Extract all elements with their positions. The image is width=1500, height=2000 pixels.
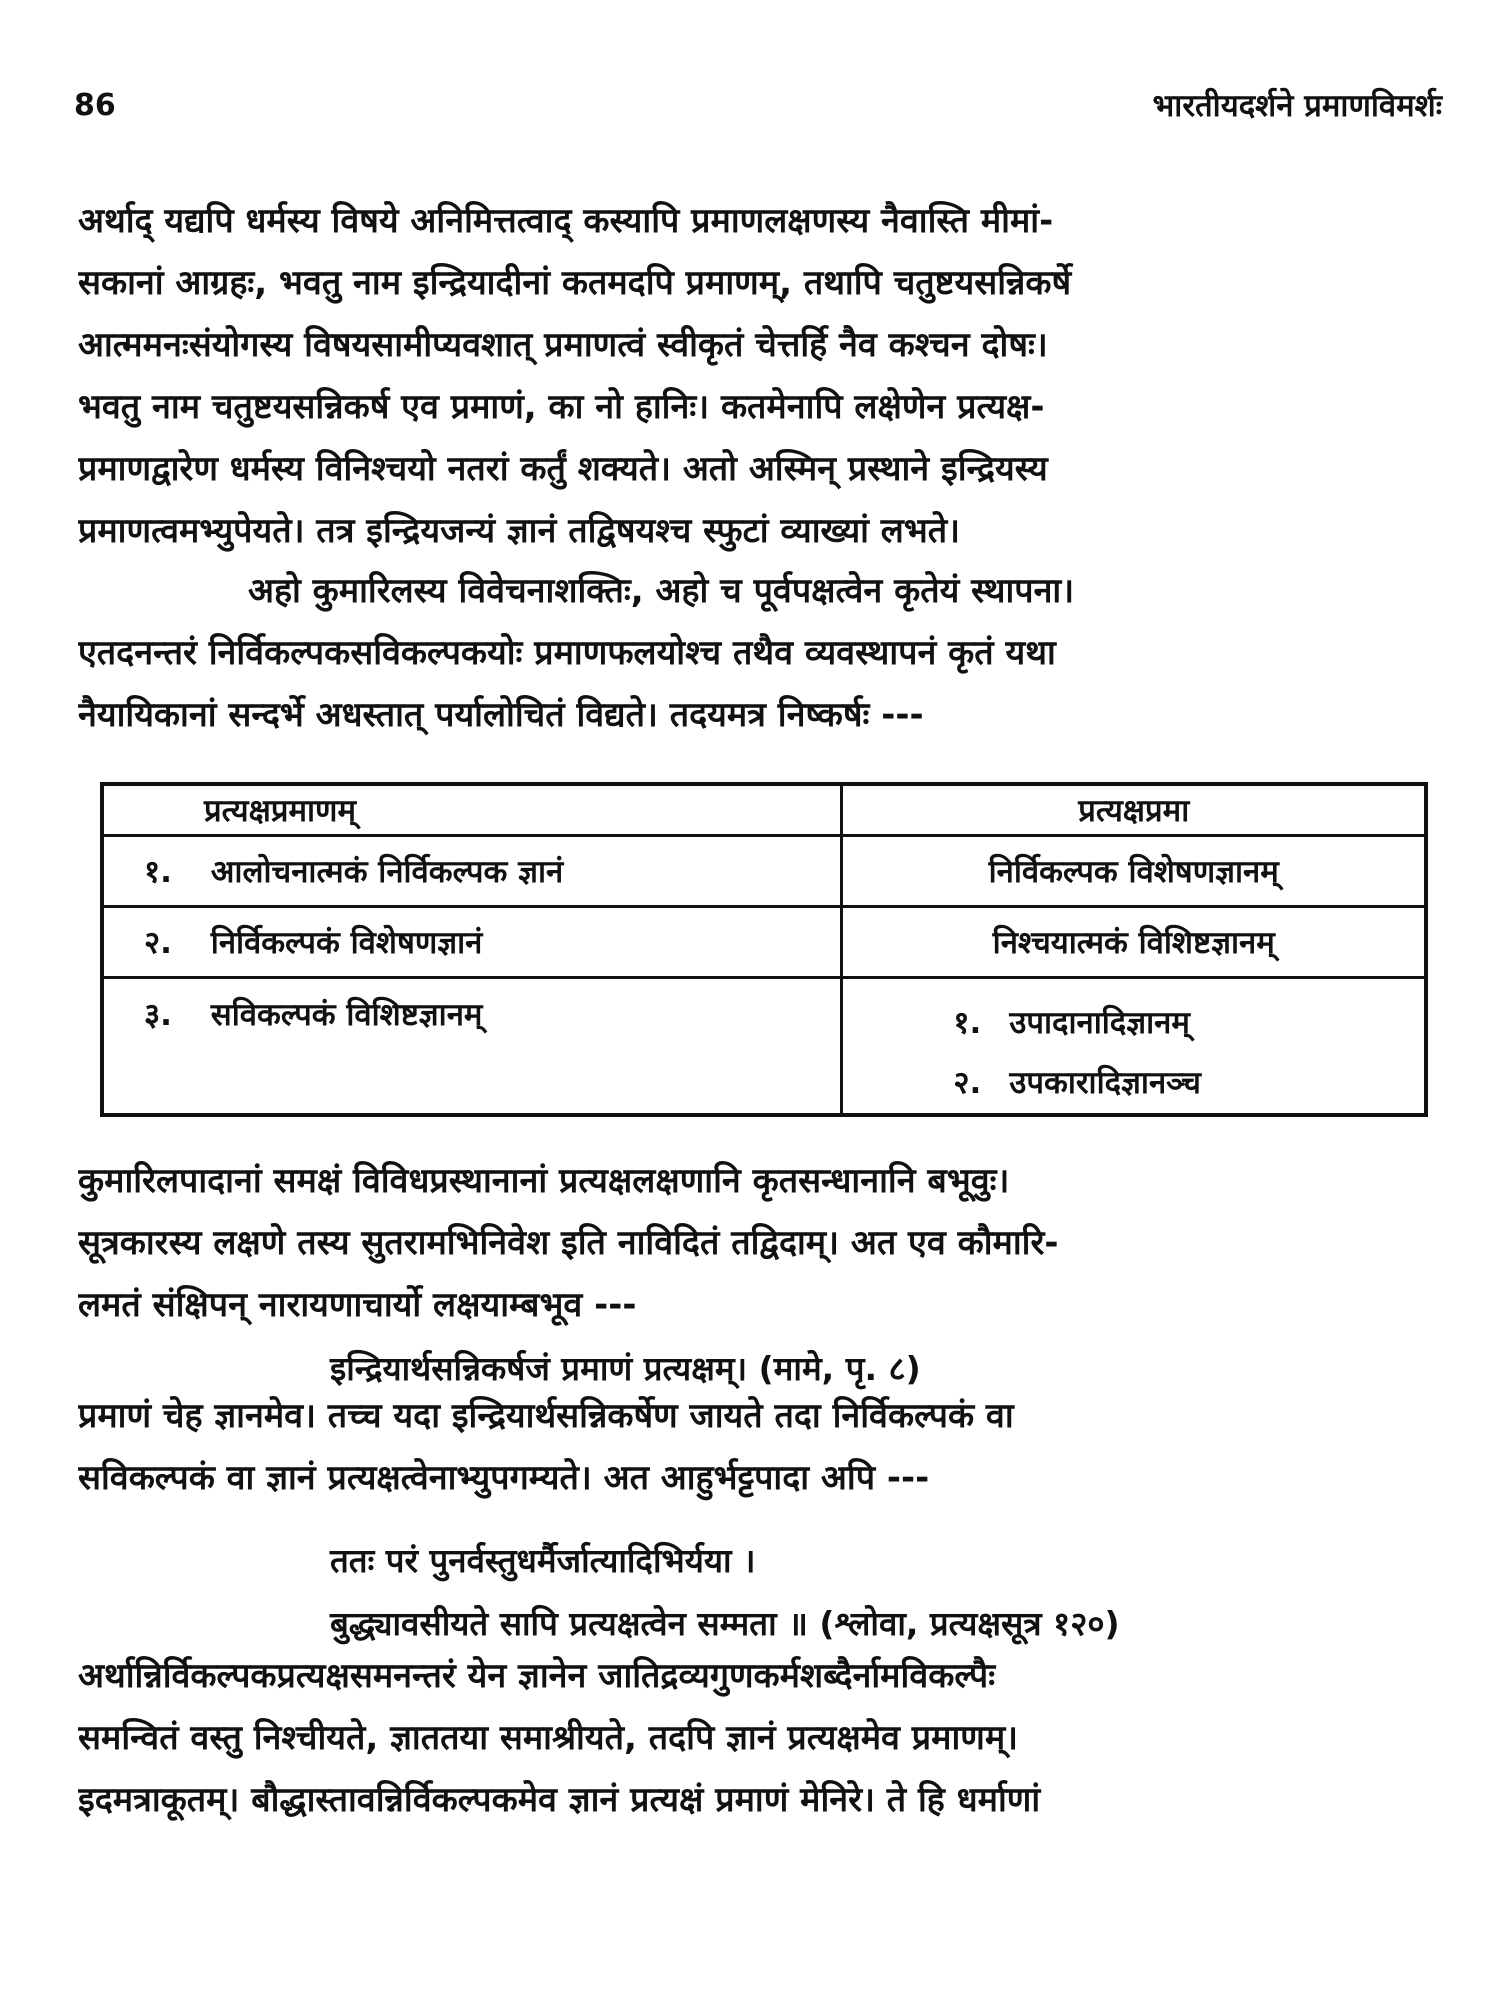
sub-item bbox=[863, 993, 1404, 1053]
text-line: समन्वितं वस्तु निश्चीयते, ज्ञाततया समाश्रीयते, तदपि ज्ञानं प्रत्यक्षमेव प्रमाणम्। bbox=[78, 1718, 1019, 1758]
table-header-pramana: प्रत्यक्षप्रमाणम् bbox=[102, 784, 842, 836]
text-line: प्रमाणद्वारेण धर्मस्य विनिश्चयो नतरां कर्तुं शक्यते। अतो अस्मिन् प्रस्थाने इन्द्रियस्य bbox=[78, 449, 1048, 489]
text-line: एतदनन्तरं निर्विकल्पकसविकल्पकयोः प्रमाणफलयोश्च तथैव व्यवस्थापनं कृतं यथा bbox=[78, 633, 1056, 673]
sub-text: उपकारादिज्ञानञ्च bbox=[1009, 1065, 1201, 1101]
table-row bbox=[102, 907, 1426, 978]
table-cell bbox=[102, 978, 842, 1116]
paragraph-4 bbox=[78, 1385, 1446, 1509]
text-line: सकानां आग्रहः, भवतु नाम इन्द्रियादीनां कतमदपि प्रमाणम्, तथापि चतुष्टयसन्निकर्षे bbox=[78, 263, 1072, 303]
table-cell bbox=[102, 907, 842, 978]
row-number: ३. bbox=[144, 997, 172, 1033]
text-line: प्रमाणं चेह ज्ञानमेव। तच्च यदा इन्द्रियार्थसन्निकर्षेण जायते तदा निर्विकल्पकं वा bbox=[78, 1396, 1014, 1436]
text-line: अर्थाद् यद्यपि धर्मस्य विषये अनिमित्तत्वाद् कस्यापि प्रमाणलक्षणस्य नैवास्ति मीमां- bbox=[78, 201, 1054, 241]
comparison-table bbox=[100, 782, 1428, 1117]
sub-item bbox=[863, 1053, 1404, 1113]
table-row bbox=[102, 836, 1426, 907]
table-cell: निर्विकल्पक विशेषणज्ञानम् bbox=[842, 836, 1426, 907]
sub-number: १. bbox=[953, 1005, 982, 1041]
paragraph-3 bbox=[78, 1150, 1446, 1336]
table-row bbox=[102, 978, 1426, 1116]
text-line: अहो कुमारिलस्य विवेचनाशक्तिः, अहो च पूर्वपक्षत्वेन कृतेयं स्थापना। bbox=[248, 571, 1075, 611]
table-header-prama: प्रत्यक्षप्रमा bbox=[842, 784, 1426, 836]
text-line: प्रमाणत्वमभ्युपेयते। तत्र इन्द्रियजन्यं ज्ञानं तद्विषयश्च स्फुटां व्याख्यां लभते। bbox=[78, 511, 961, 551]
row-number: २. bbox=[144, 925, 172, 961]
quoted-sutra: इन्द्रियार्थसन्निकर्षजं प्रमाणं प्रत्यक्षम्। (मामे, पृ. ८) bbox=[330, 1349, 921, 1388]
table-header-row bbox=[102, 784, 1426, 836]
sub-number: २. bbox=[953, 1065, 982, 1101]
text-line: इदमत्राकूतम्। बौद्धास्तावन्निर्विकल्पकमेव ज्ञानं प्रत्यक्षं प्रमाणं मेनिरे। ते हि धर्माणां bbox=[78, 1780, 1041, 1820]
text-line: भवतु नाम चतुष्टयसन्निकर्ष एव प्रमाणं, का नो हानिः। कतमेनापि लक्षेणेन प्रत्यक्ष- bbox=[78, 387, 1045, 427]
text-line: अर्थान्निर्विकल्पकप्रत्यक्षसमनन्तरं येन ज्ञानेन जातिद्रव्यगुणकर्मशब्दैर्नामविकल्पैः bbox=[78, 1656, 996, 1696]
table-cell: निश्चयात्मकं विशिष्टज्ञानम् bbox=[842, 907, 1426, 978]
text-line: कुमारिलपादानां समक्षं विविधप्रस्थानानां प्रत्यक्षलक्षणानि कृतसन्धानानि बभूवुः। bbox=[78, 1161, 1010, 1201]
quoted-verse-line-2: बुद्ध्यावसीयते सापि प्रत्यक्षत्वेन सम्मता ॥ (श्लोवा, प्रत्यक्षसूत्र १२०) bbox=[330, 1604, 1120, 1643]
cell-text: सविकल्पकं विशिष्टज्ञानम् bbox=[210, 997, 483, 1033]
page-number: 86 bbox=[74, 88, 116, 123]
text-line: नैयायिकानां सन्दर्भे अधस्तात् पर्यालोचितं विद्यते। तदयमत्र निष्कर्षः --- bbox=[78, 695, 924, 735]
text-line: सविकल्पकं वा ज्ञानं प्रत्यक्षत्वेनाभ्युपगम्यते। अत आहुर्भट्टपादा अपि --- bbox=[78, 1458, 930, 1498]
cell-text: निर्विकल्पकं विशेषणज्ञानं bbox=[210, 925, 483, 961]
table-cell bbox=[102, 836, 842, 907]
table-cell bbox=[842, 978, 1426, 1116]
text-line: आत्ममनःसंयोगस्य विषयसामीप्यवशात् प्रमाणत्वं स्वीकृतं चेत्तर्हि नैव कश्चन दोषः। bbox=[78, 325, 1048, 365]
cell-text: आलोचनात्मकं निर्विकल्पक ज्ञानं bbox=[210, 854, 564, 890]
paragraph-5 bbox=[78, 1645, 1446, 1831]
paragraph-1 bbox=[78, 190, 1446, 562]
row-number: १. bbox=[144, 854, 172, 890]
running-head: भारतीयदर्शने प्रमाणविमर्शः bbox=[1152, 88, 1442, 124]
sub-text: उपादानादिज्ञानम् bbox=[1009, 1005, 1190, 1041]
text-line: लमतं संक्षिपन् नारायणाचार्यो लक्षयाम्बभूव --- bbox=[78, 1285, 637, 1325]
paragraph-2 bbox=[78, 560, 1446, 746]
quoted-verse-line-1: ततः परं पुनर्वस्तुधर्मैर्जात्यादिभिर्यया । bbox=[330, 1541, 756, 1580]
text-line: सूत्रकारस्य लक्षणे तस्य सुतरामभिनिवेश इति नाविदितं तद्विदाम्। अत एव कौमारि- bbox=[78, 1223, 1059, 1263]
